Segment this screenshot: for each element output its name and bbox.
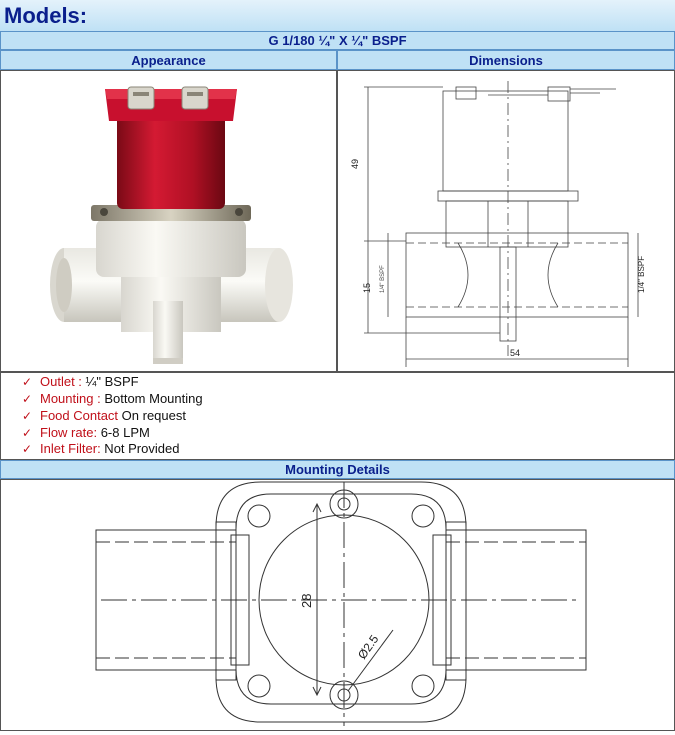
- dimensions-header-label: Dimensions: [469, 52, 543, 68]
- dim-width-54: 54: [510, 348, 521, 358]
- mounting-dim-hole: Ø2.5: [354, 632, 382, 662]
- check-icon: ✓: [22, 409, 33, 423]
- spec-inlet-filter: ✓ Inlet Filter: Not Provided: [22, 441, 180, 456]
- appearance-header: [0, 50, 337, 70]
- mounting-panel: [0, 479, 675, 731]
- model-code: G 1/180 ¼" X ¼" BSPF: [268, 33, 407, 48]
- check-icon: ✓: [22, 426, 33, 440]
- check-icon: ✓: [22, 442, 33, 456]
- page-title: Models:: [4, 3, 88, 28]
- appearance-header-label: Appearance: [131, 52, 206, 68]
- title-bar: [0, 0, 675, 32]
- check-icon: ✓: [22, 375, 33, 389]
- dim-port-right: 1/4" BSPF: [637, 255, 646, 293]
- mounting-header: [0, 460, 675, 479]
- mounting-drawing: [1, 480, 675, 730]
- dimensions-panel: [337, 70, 675, 372]
- model-code-row: [0, 31, 675, 50]
- spec-food-contact: ✓ Food Contact On request: [22, 408, 186, 423]
- spec-outlet: ✓ Outlet : ¼" BSPF: [22, 374, 139, 389]
- dim-port-left: 1/4" BSPF: [380, 265, 386, 293]
- valve-photo: [1, 71, 338, 373]
- dim-height-49: 49: [350, 158, 360, 169]
- mounting-header-label: Mounting Details: [285, 462, 390, 477]
- check-icon: ✓: [22, 392, 33, 406]
- dim-lower-15: 15: [362, 282, 372, 293]
- spec-mounting: ✓ Mounting : Bottom Mounting: [22, 391, 203, 406]
- spec-flow-rate: ✓ Flow rate: 6-8 LPM: [22, 425, 150, 440]
- dimensions-header: [337, 50, 675, 70]
- appearance-panel: [0, 70, 337, 372]
- dimension-drawing: [338, 71, 675, 373]
- mounting-dim-28: 28: [299, 593, 314, 608]
